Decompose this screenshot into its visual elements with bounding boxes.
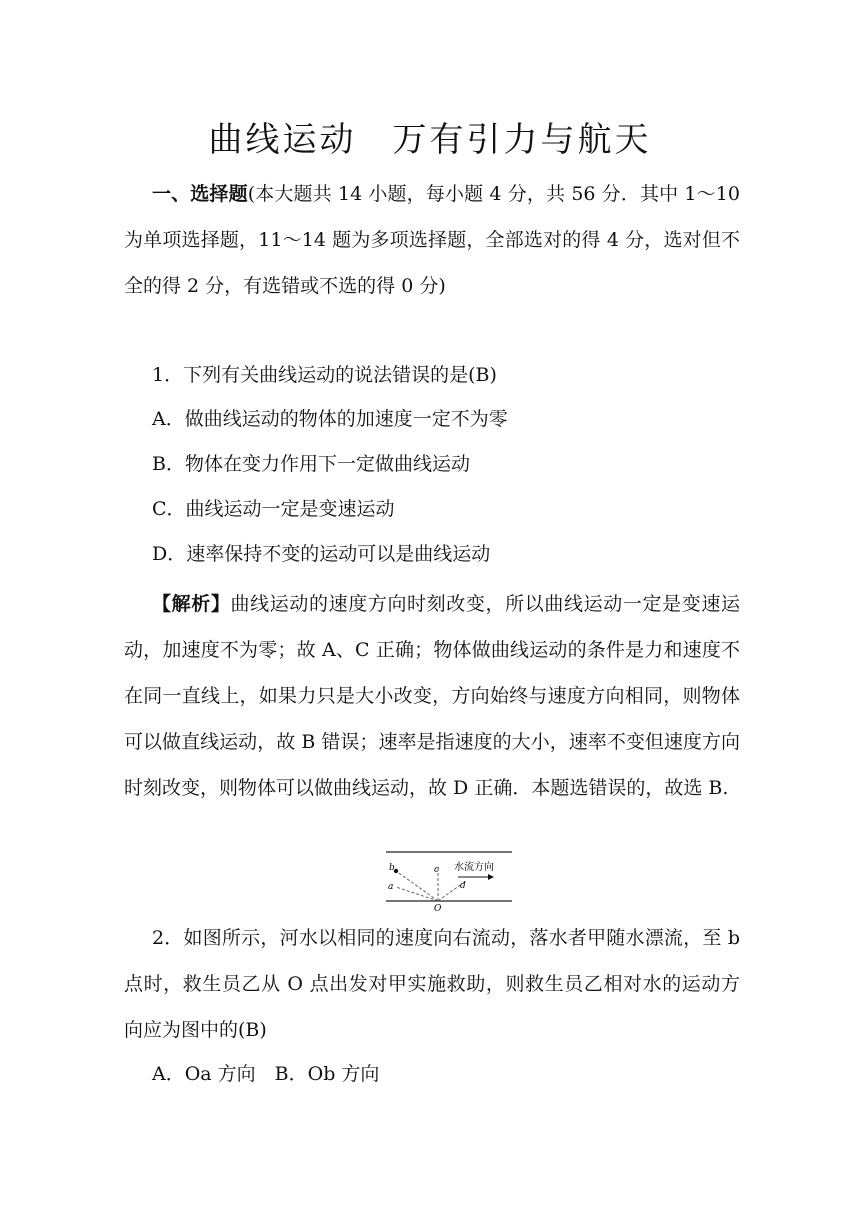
question-1-option-c: C．曲线运动一定是变速运动 — [152, 498, 395, 520]
direction-oa-line — [396, 887, 438, 901]
label-b: b — [389, 863, 395, 873]
label-d: d — [460, 881, 466, 891]
label-a: a — [388, 882, 394, 892]
question-2-options: A．Oa 方向 B．Ob 方向 — [152, 1063, 380, 1085]
page-title — [0, 112, 860, 161]
question-2-stem: 2．如图所示，河水以相同的速度向右流动，落水者甲随水漂流，至 b 点时，救生员乙从 O 点出发对甲实施救助，则救生员乙相对水的运动方向应为图中的(B) — [124, 927, 740, 1041]
analysis-text: 曲线运动的速度方向时刻改变，所以曲线运动一定是变速运动，加速度不为零；故 A、C 正确；物体做曲线运动的条件是力和速度不在同一直线上，如果力只是大小改变，方向始终与速度方向相同，则物体可以做直线运动，故 B 错误；速率是指速度的大小，速率不变但速度方向时刻改变，则物体可以做曲线运动，故 D 正确．本题选错误的，故选 B. — [124, 593, 740, 799]
direction-ob-line — [396, 871, 438, 901]
question-1-option-d: D．速率保持不变的运动可以是曲线运动 — [152, 543, 491, 565]
section-intro — [124, 171, 740, 309]
flow-direction-label: 水流方向 — [454, 862, 494, 873]
question-1-option-b: B．物体在变力作用下一定做曲线运动 — [152, 453, 470, 475]
section-lead: 一、选择题 — [152, 183, 248, 205]
question-1-analysis — [124, 581, 740, 811]
title-part-2: 万有引力与航天 — [392, 120, 652, 160]
river-diagram — [384, 849, 514, 913]
label-o: O — [434, 904, 442, 913]
flow-arrow-head — [488, 874, 494, 880]
analysis-tag: 【解析】 — [152, 593, 231, 615]
title-part-1: 曲线运动 — [208, 120, 357, 160]
question-1-option-a: A．做曲线运动的物体的加速度一定不为零 — [152, 408, 508, 430]
section-instructions: (本大题共 14 小题，每小题 4 分，共 56 分．其中 1～10 为单项选择题，11～14 题为多项选择题，全部选对的得 4 分，选对但不全的得 2 分，有选错或不选的得 0 分) — [124, 183, 740, 297]
question-1-stem: 1．下列有关曲线运动的说法错误的是(B) — [152, 364, 497, 386]
label-c: c — [434, 865, 440, 875]
